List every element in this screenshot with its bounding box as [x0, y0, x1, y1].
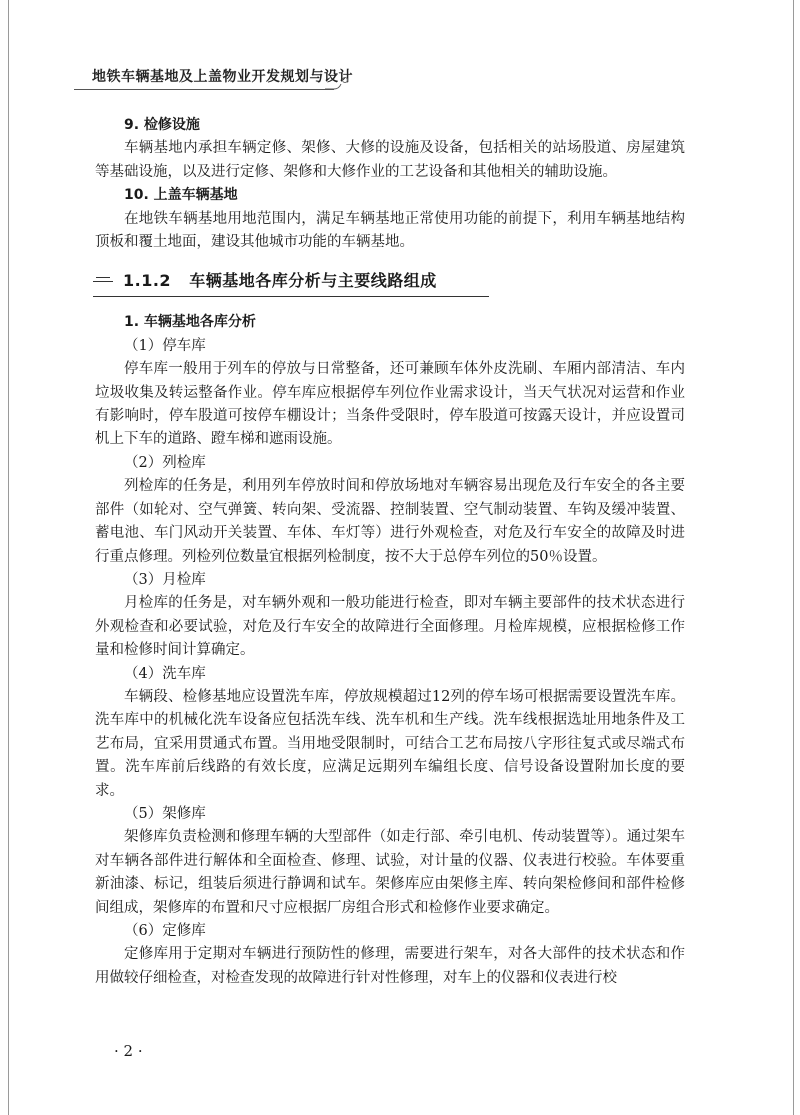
heading-depot-analysis: 1. 车辆基地各库分析 [124, 314, 256, 331]
subheading-scheduled-repair-shed: （6）定修库 [124, 923, 206, 939]
paragraph: 在地铁车辆基地用地范围内，满足车辆基地正常使用功能的前提下，利用车辆基地结构顶板和覆土地面，建设其他城市功能的车辆基地。 [95, 210, 685, 251]
subheading-monthly-inspection-shed: （3）月检库 [124, 571, 206, 588]
header-rule [74, 89, 334, 90]
section-deco-line [96, 277, 110, 278]
section-heading [93, 266, 489, 297]
subheading-train-inspection-shed: （2）列检库 [124, 454, 206, 471]
section-title: 车辆基地各库分析与主要线路组成 [189, 271, 437, 291]
paragraph: 架修库负责检测和修理车辆的大型部件（如走行部、牵引电机、传动装置等）。通过架车对车辆各部件进行解体和全面检查、修理、试验，对计量的仪器、仪表进行校验。车体要重新油漆、标记，组装后须进行静调和试车。架修库应由架修主库、转向架检修间和部件检修间组成，架修库的布置和尺寸应根据厂房组合形式和检修作业要求确定。 [95, 829, 685, 916]
page-border-right [793, 0, 794, 1115]
paragraph: 车辆基地内承担车辆定修、架修、大修的设施及设备，包括相关的站场股道、房屋建筑等基础设施，以及进行定修、架修和大修作业的工艺设备和其他相关的辅助设施。 [95, 140, 685, 180]
paragraph: 车辆段、检修基地应设置洗车库，停放规模超过12列的停车场可根据需要设置洗车库。洗车库中的机械化洗车设备应包括洗车线、洗车机和生产线。洗车线根据选址用地条件及工艺布局，宜采用贯通式布置。当用地受限制时，可结合工艺布局按八字形往复式或尽端式布置。洗车库前后线路的有效长度，应满足远期列车编组长度、信号设备设置附加长度的要求。 [95, 688, 685, 799]
heading-covered-depot: 10. 上盖车辆基地 [124, 187, 238, 204]
subheading-washing-shed: （4）洗车库 [124, 665, 206, 682]
running-header: 地铁车辆基地及上盖物业开发规划与设计 [92, 69, 353, 85]
heading-inspection-facilities: 9. 检修设施 [124, 117, 200, 133]
page-border-left [8, 0, 9, 1115]
paragraph: 停车库一般用于列车的停放与日常整备，还可兼顾车体外皮洗刷、车厢内部清洁、车内垃圾收集及转运整备作业。停车库应根据停车列位作业需求设计，当天气状况对运营和作业有影响时，停车股道可按停车棚设计；当条件受限时，停车股道可按露天设计，并应设置司机上下车的道路、蹬车梯和遮雨设施。 [95, 361, 685, 448]
subheading-parking-shed: （1）停车库 [124, 337, 206, 354]
paragraph: 月检库的任务是，对车辆外观和一般功能进行检查，即对车辆主要部件的技术状态进行外观检查和必要试验，对危及行车安全的故障进行全面修理。月检库规模，应根据检修工作量和检修时间计算确定。 [95, 595, 685, 659]
section-number: 1.1.2 [123, 271, 172, 291]
paragraph: 列检库的任务是，利用列车停放时间和停放场地对车辆容易出现危及行车安全的各主要部件（如轮对、空气弹簧、转向架、受流器、控制装置、空气制动装置、车钩及缓冲装置、蓄电池、车门风动开关装置、车体、车灯等）进行外观检查，对危及行车安全的故障及时进行重点修理。列检列位数量宜根据列检制度，按不大于总停车列位的50％设置。 [95, 478, 685, 565]
header-ornament-icon [325, 70, 355, 90]
section-deco-line [93, 281, 113, 282]
page-number: · 2 · [114, 1042, 143, 1060]
paragraph: 定修库用于定期对车辆进行预防性的修理，需要进行架车，对各大部件的技术状态和作用做较仔细检查，对检查发现的故障进行针对性修理，对车上的仪器和仪表进行校 [95, 946, 685, 986]
subheading-frame-repair-shed: （5）架修库 [124, 805, 206, 822]
body-content [95, 114, 685, 990]
